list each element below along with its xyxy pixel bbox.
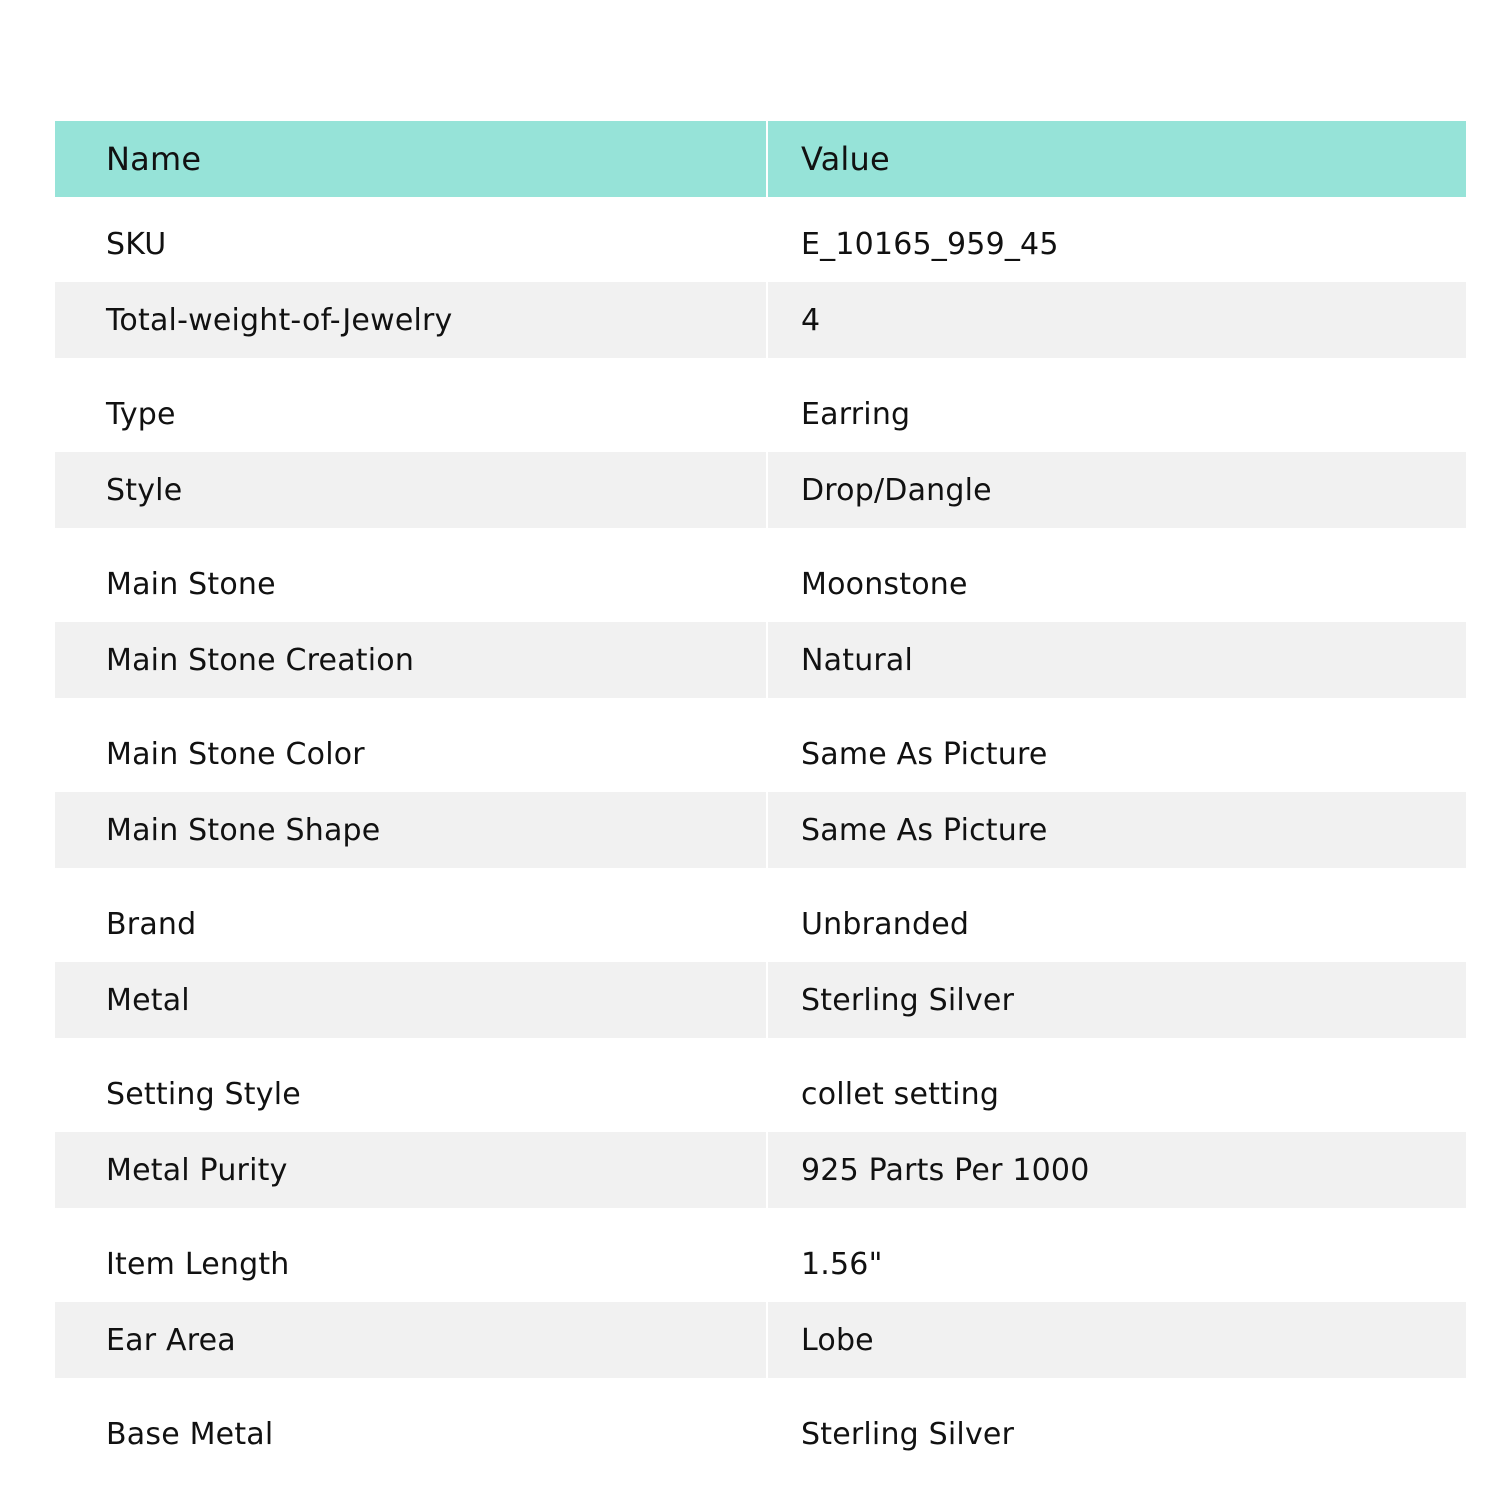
table-row bbox=[55, 622, 1466, 707]
table-row bbox=[55, 1132, 1466, 1217]
row-name-cell: Main Stone bbox=[55, 537, 766, 631]
row-value-cell: Same As Picture bbox=[768, 792, 1466, 868]
row-name-cell: Ear Area bbox=[55, 1302, 766, 1378]
table-row bbox=[55, 282, 1466, 367]
row-value-cell: E_10165_959_45 bbox=[768, 197, 1466, 291]
table-row bbox=[55, 1302, 1466, 1387]
row-name-cell: Style bbox=[55, 452, 766, 528]
row-name-cell: Main Stone Creation bbox=[55, 622, 766, 698]
table-row bbox=[55, 367, 1466, 452]
column-header-name: Name bbox=[55, 121, 766, 197]
row-value-cell: Sterling Silver bbox=[768, 962, 1466, 1038]
row-name-cell: Total-weight-of-Jewelry bbox=[55, 282, 766, 358]
row-name-cell: Setting Style bbox=[55, 1047, 766, 1141]
row-name-cell: Type bbox=[55, 367, 766, 461]
row-name-cell: Brand bbox=[55, 877, 766, 971]
table-row bbox=[55, 707, 1466, 792]
row-value-cell: Drop/Dangle bbox=[768, 452, 1466, 528]
row-value-cell: Earring bbox=[768, 367, 1466, 461]
row-name-cell: Main Stone Color bbox=[55, 707, 766, 801]
row-name-cell: SKU bbox=[55, 197, 766, 291]
row-value-cell: Same As Picture bbox=[768, 707, 1466, 801]
table-row bbox=[55, 792, 1466, 877]
row-value-cell: Lobe bbox=[768, 1302, 1466, 1378]
table-row bbox=[55, 1217, 1466, 1302]
table-row bbox=[55, 962, 1466, 1047]
column-header-value: Value bbox=[768, 121, 1466, 197]
table-row bbox=[55, 1047, 1466, 1132]
table-row bbox=[55, 452, 1466, 537]
row-value-cell: Natural bbox=[768, 622, 1466, 698]
row-name-cell: Main Stone Shape bbox=[55, 792, 766, 868]
spec-table bbox=[55, 121, 1466, 1472]
row-value-cell: Sterling Silver bbox=[768, 1387, 1466, 1481]
table-header-row bbox=[55, 121, 1466, 197]
table-row bbox=[55, 1387, 1466, 1472]
row-value-cell: Moonstone bbox=[768, 537, 1466, 631]
table-row bbox=[55, 877, 1466, 962]
row-name-cell: Metal Purity bbox=[55, 1132, 766, 1208]
row-name-cell: Metal bbox=[55, 962, 766, 1038]
row-name-cell: Item Length bbox=[55, 1217, 766, 1311]
row-value-cell: 4 bbox=[768, 282, 1466, 358]
row-value-cell: 1.56" bbox=[768, 1217, 1466, 1311]
table-row bbox=[55, 197, 1466, 282]
row-name-cell: Base Metal bbox=[55, 1387, 766, 1481]
row-value-cell: 925 Parts Per 1000 bbox=[768, 1132, 1466, 1208]
row-value-cell: Unbranded bbox=[768, 877, 1466, 971]
row-value-cell: collet setting bbox=[768, 1047, 1466, 1141]
table-row bbox=[55, 537, 1466, 622]
